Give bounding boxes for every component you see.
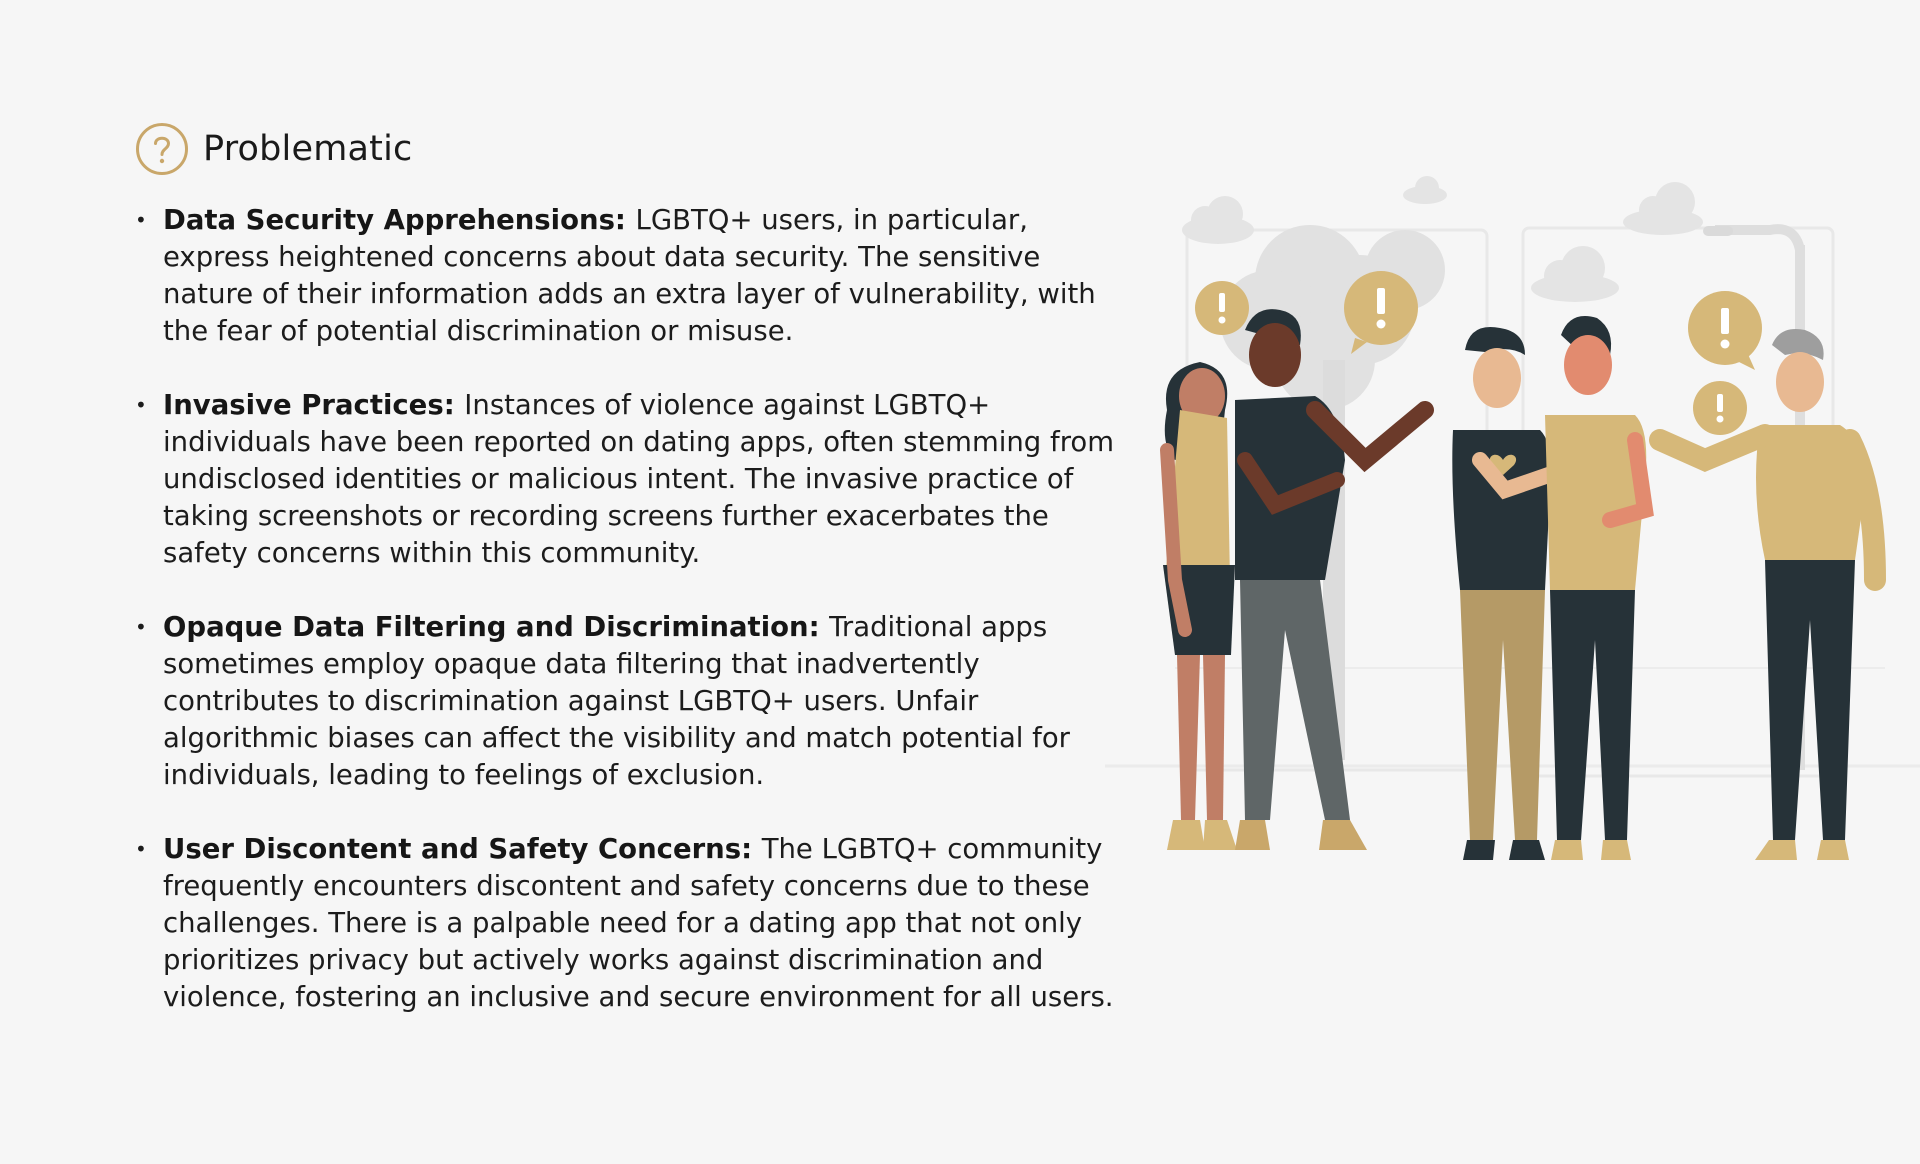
list-item (135, 609, 1115, 794)
exclamation-bubble-icon (1688, 291, 1762, 370)
item-text: Traditional apps sometimes employ opaque data filtering that inadvertently contributes to discrimination against LGBTQ+ users. Unfair algorithmic biases can affect the visibility and match potential for individuals, leading to feelings of exclusion. (163, 611, 1070, 791)
section-heading (135, 122, 412, 176)
person-woman (1163, 362, 1237, 850)
list-item (135, 387, 1115, 572)
bullet-icon: • (135, 393, 147, 417)
bullet-icon: • (135, 208, 147, 232)
cloud-icon (1531, 246, 1619, 302)
exclamation-bubble-icon (1693, 381, 1747, 435)
exclamation-bubble-icon (1195, 281, 1249, 335)
item-text: LGBTQ+ users, in particular, express heightened concerns about data security. The sensitive nature of their information adds an extra layer of vulnerability, with the fear of potential discrimination or misuse. (163, 204, 1096, 347)
item-text: Instances of violence against LGBTQ+ individuals have been reported on dating apps, often stemming from undisclosed identities or malicious intent. The invasive practice of taking screenshots or recording screens further exacerbates the safety concerns within this community. (163, 389, 1115, 569)
item-label: Invasive Practices: (163, 389, 465, 421)
question-circle-icon (135, 122, 189, 176)
cloud-icon (1623, 182, 1703, 235)
exclamation-bubble-icon (1344, 271, 1418, 354)
cloud-icon (1182, 196, 1254, 244)
list-item (135, 202, 1115, 350)
item-label: Data Security Apprehensions: (163, 204, 636, 236)
person-man-heart-shirt (1452, 327, 1563, 860)
cloud-icon (1403, 176, 1447, 204)
bullet-icon: • (135, 615, 147, 639)
person-man-tan-shirt (1545, 316, 1646, 860)
person-older-man (1660, 329, 1875, 860)
section-title: Problematic (203, 129, 413, 169)
item-text: The LGBTQ+ community frequently encounters discontent and safety concerns due to these challenges. There is a palpable need for a dating app that not only prioritizes privacy but actively works against discrimination and violence, fostering an inclusive and secure environment for all users. (163, 833, 1114, 1013)
item-label: User Discontent and Safety Concerns: (163, 833, 762, 865)
people-arguing-illustration (1105, 160, 1920, 880)
item-label: Opaque Data Filtering and Discrimination: (163, 611, 830, 643)
problem-list (135, 202, 1115, 1053)
list-item (135, 831, 1115, 1016)
bullet-icon: • (135, 837, 147, 861)
